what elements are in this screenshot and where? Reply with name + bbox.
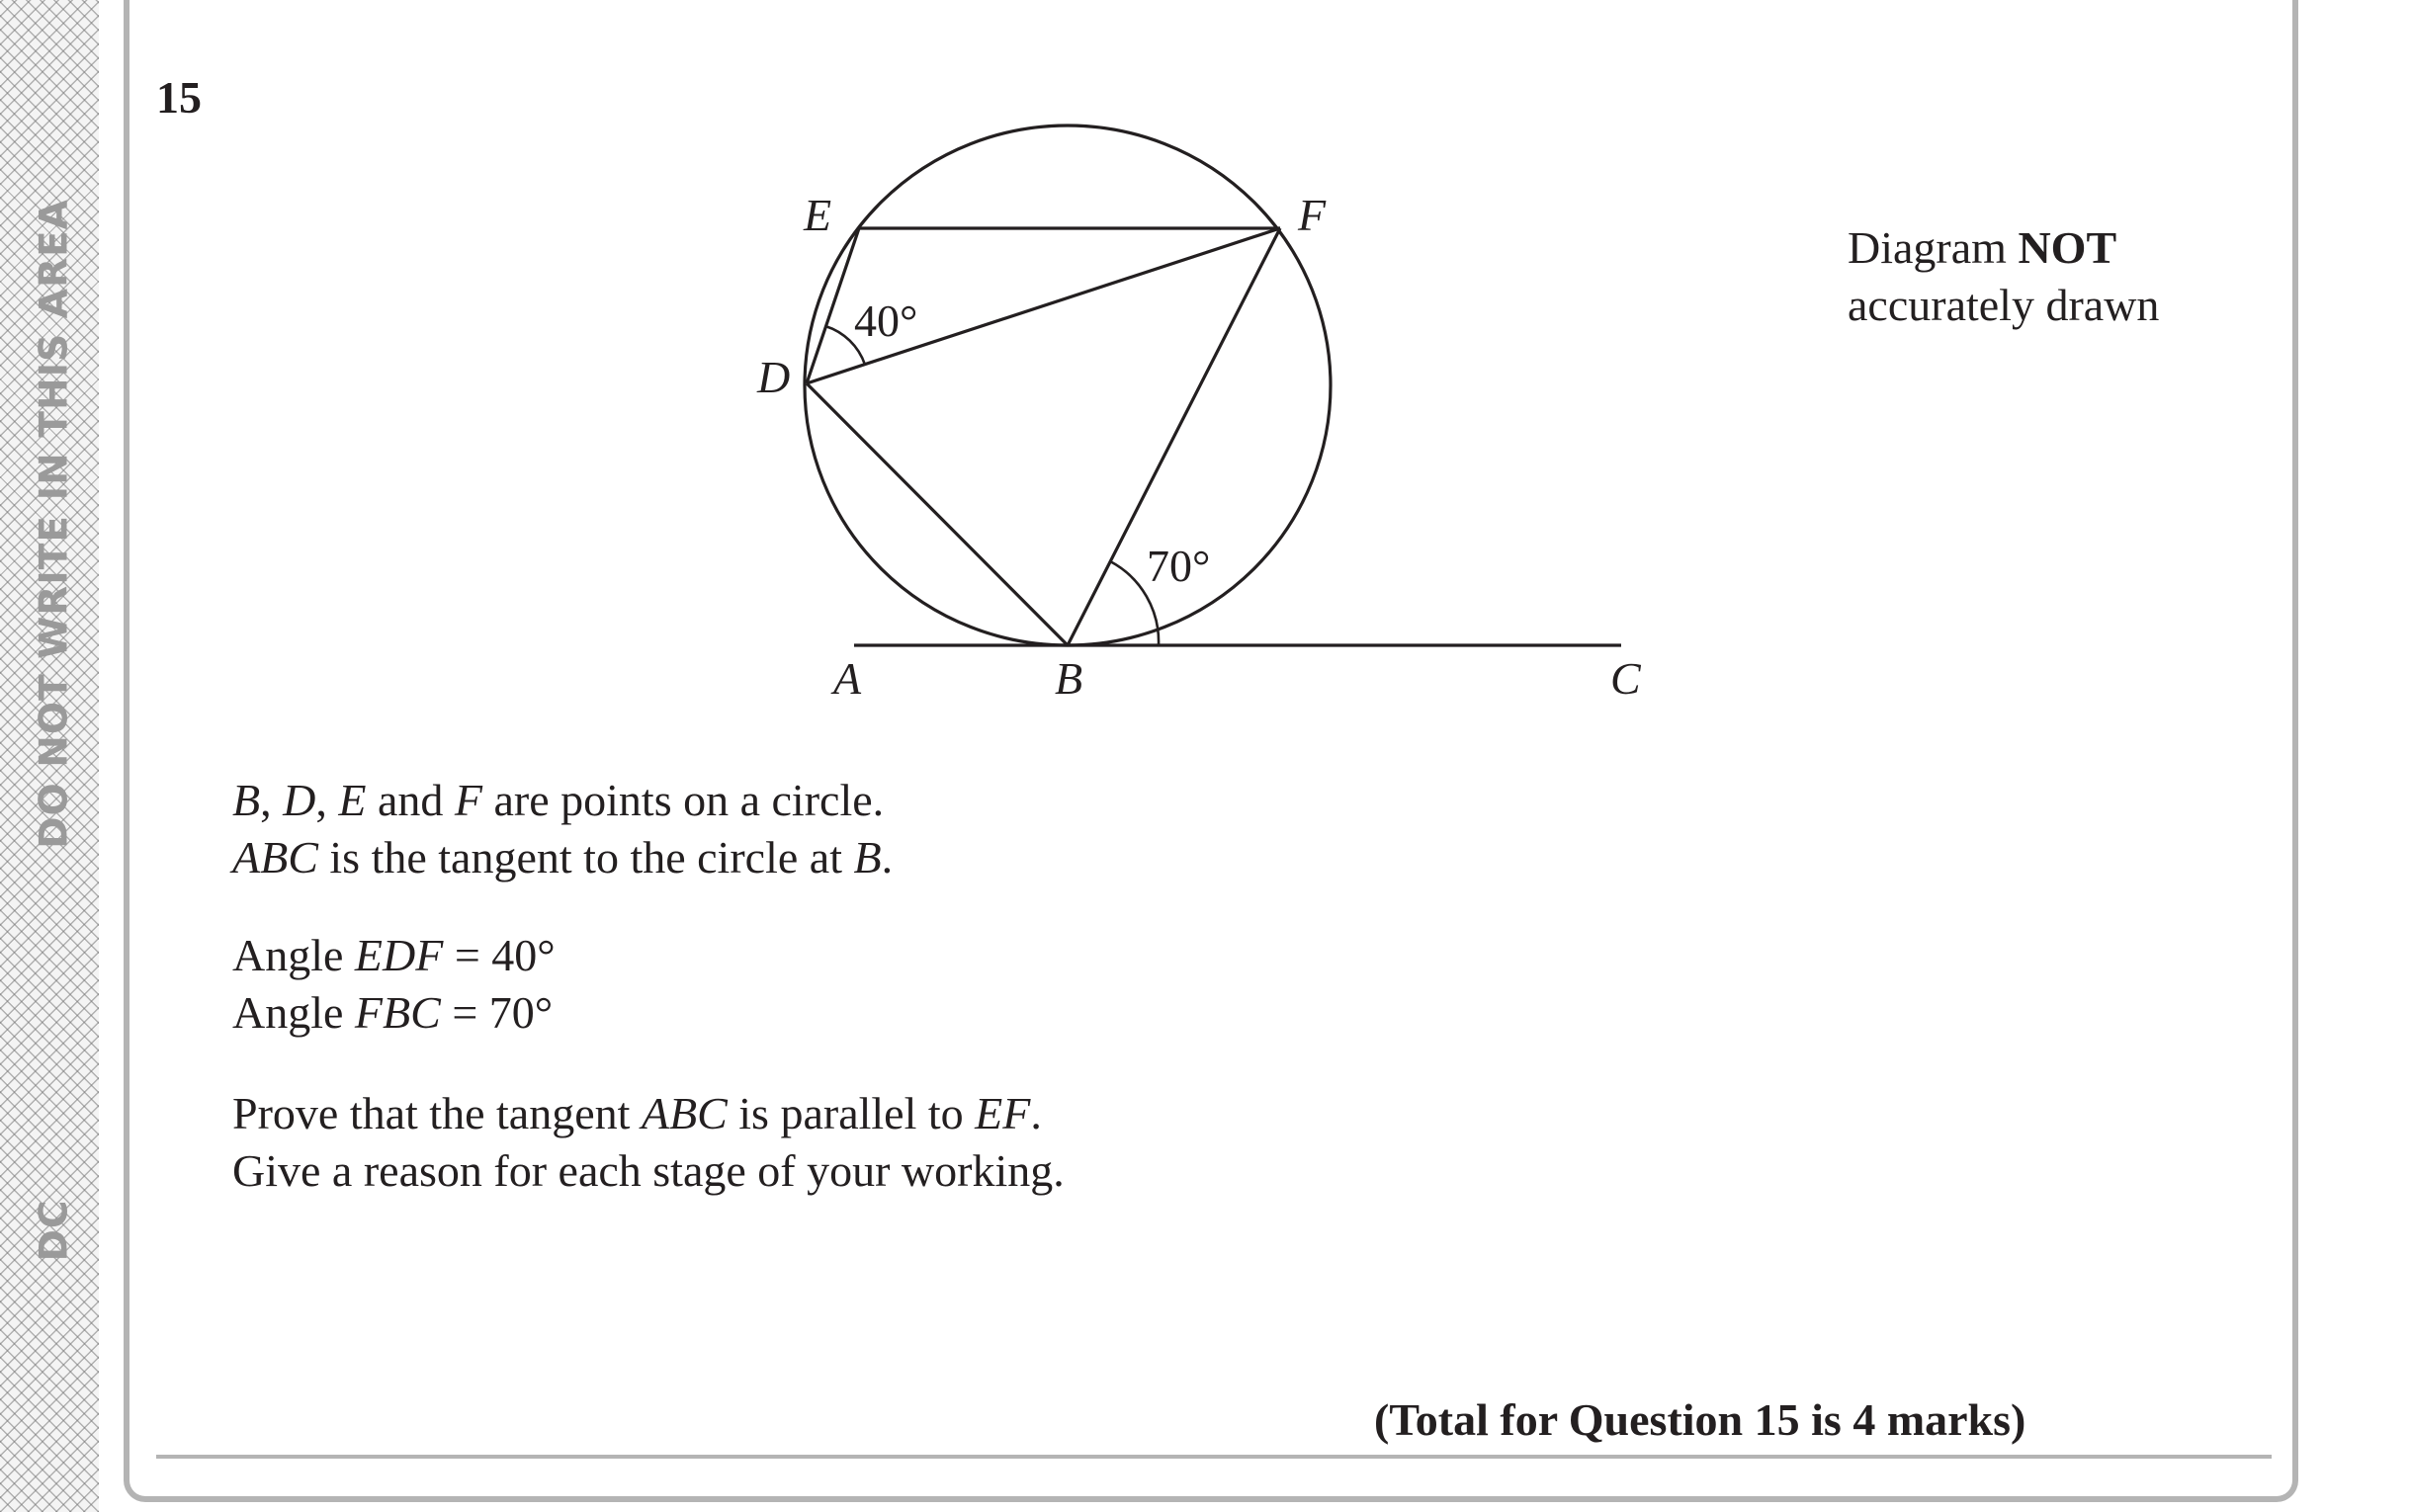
statement-tangent <box>232 829 893 886</box>
line-abc: ABC <box>641 1088 728 1138</box>
text: is the tangent to the circle at <box>317 832 854 882</box>
diagram-note-line2: accurately drawn <box>1848 280 2160 330</box>
chord-ed <box>807 228 859 383</box>
diagram-note-prefix: Diagram <box>1848 222 2007 273</box>
point-d: D <box>283 775 316 825</box>
question-number: 15 <box>156 72 202 123</box>
statement-reason <box>232 1142 1065 1200</box>
text: , <box>260 775 284 825</box>
point-f: F <box>454 775 482 825</box>
margin-warning-cut: DC <box>32 1199 77 1262</box>
label-a: A <box>833 653 862 704</box>
point-b: B <box>853 832 882 882</box>
text: . <box>1030 1088 1042 1138</box>
point-b: B <box>232 775 261 825</box>
statement-prove <box>232 1085 1042 1142</box>
label-d: D <box>757 352 791 402</box>
text: Angle <box>232 930 355 980</box>
line-abc: ABC <box>232 832 318 882</box>
angle-label-edf: 40° <box>854 295 918 346</box>
statement-angle-fbc <box>232 984 553 1042</box>
text: . <box>881 832 894 882</box>
diagram-note-bold: NOT <box>2018 222 2117 273</box>
chord-db <box>807 383 1068 645</box>
text: is parallel to <box>727 1088 976 1138</box>
angle-label-fbc: 70° <box>1147 541 1211 591</box>
total-marks: (Total for Question 15 is 4 marks) <box>1374 1394 2026 1445</box>
statement-points <box>232 772 884 829</box>
statement-angle-edf <box>232 927 556 984</box>
text: Angle <box>232 987 355 1038</box>
label-b: B <box>1055 653 1083 704</box>
text: , <box>315 775 339 825</box>
text: = 70° <box>440 987 554 1038</box>
margin-warning: DO NOT WRITE IN THIS AREA <box>32 199 77 849</box>
label-c: C <box>1610 653 1641 704</box>
label-e: E <box>804 190 832 240</box>
text: Prove that the tangent <box>232 1088 642 1138</box>
angle-fbc: FBC <box>354 987 441 1038</box>
text: Give a reason for each stage of your working. <box>232 1145 1065 1196</box>
point-e: E <box>338 775 367 825</box>
label-f: F <box>1298 190 1327 240</box>
angle-edf: EDF <box>354 930 444 980</box>
text: and <box>366 775 455 825</box>
line-ef: EF <box>975 1088 1031 1138</box>
bottom-rule <box>156 1455 2272 1459</box>
circle <box>805 126 1331 645</box>
text: = 40° <box>443 930 556 980</box>
text: are points on a circle. <box>481 775 885 825</box>
